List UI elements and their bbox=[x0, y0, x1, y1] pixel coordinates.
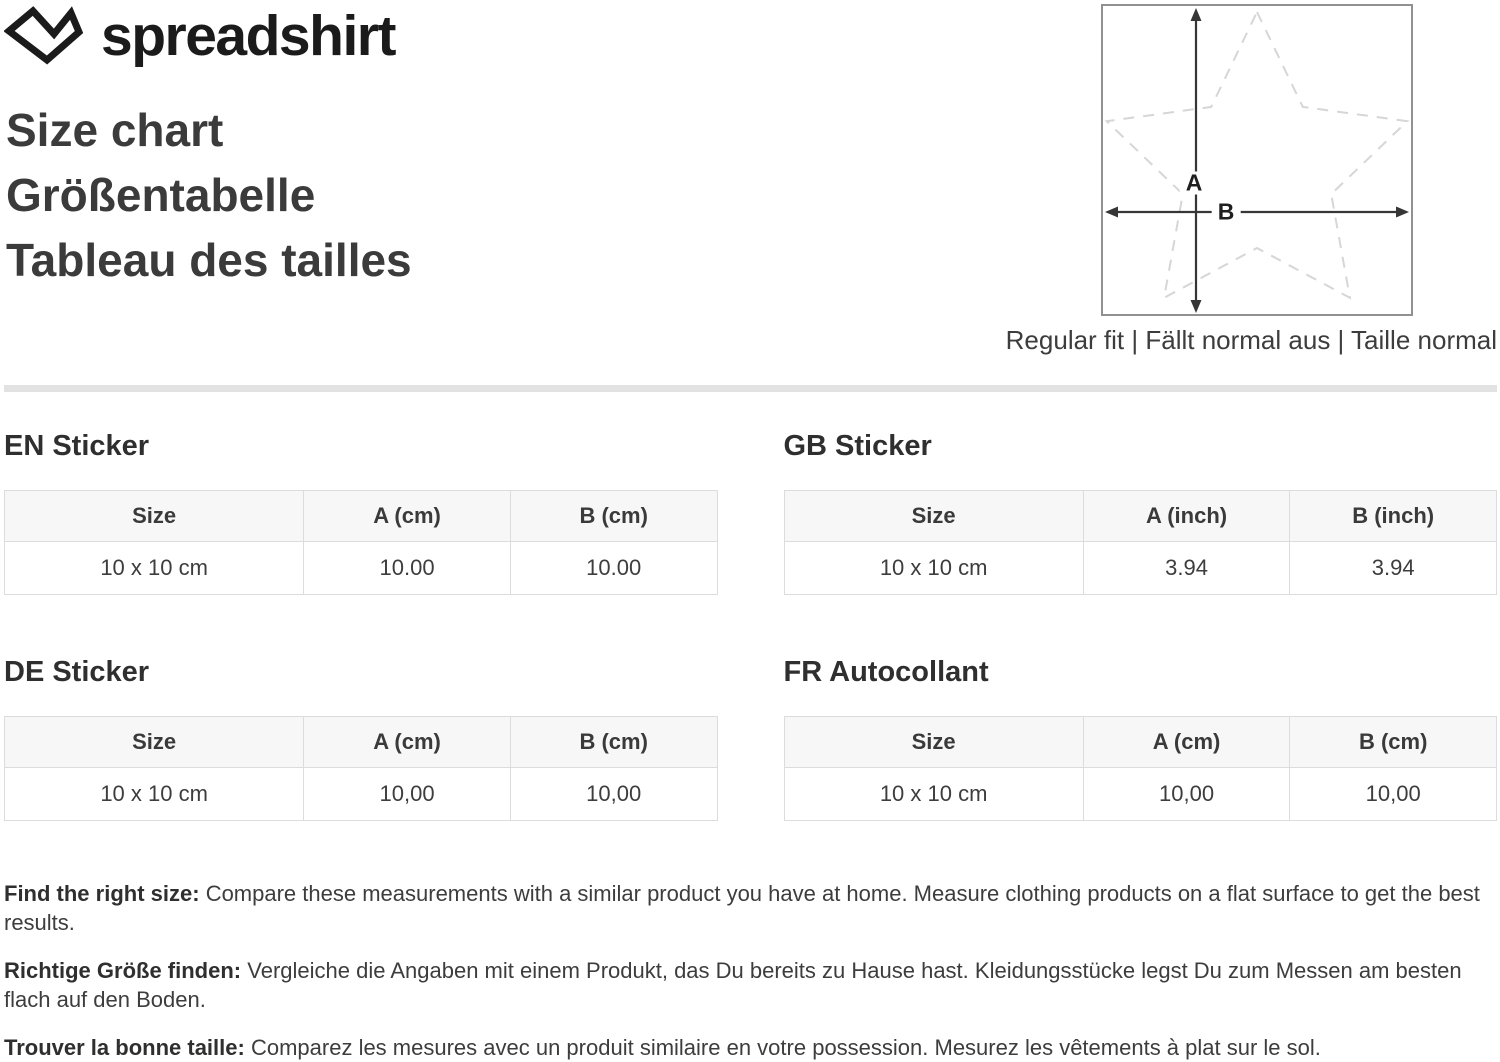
heart-icon bbox=[4, 5, 84, 67]
page-title bbox=[6, 98, 412, 293]
section-heading-gb: GB Sticker bbox=[783, 430, 932, 462]
cell-size: 10 x 10 cm bbox=[5, 768, 304, 821]
col-header-b: B (cm) bbox=[1290, 717, 1497, 768]
note-en-label: Find the right size: bbox=[4, 881, 200, 906]
table-row bbox=[5, 542, 718, 595]
dimension-label-b: B bbox=[1212, 201, 1241, 224]
note-de bbox=[4, 956, 1497, 1014]
star-outline bbox=[1107, 12, 1408, 298]
col-header-a: A (cm) bbox=[304, 717, 511, 768]
cell-a: 10.00 bbox=[304, 542, 511, 595]
col-header-size: Size bbox=[784, 491, 1083, 542]
dimension-arrow-b bbox=[1105, 207, 1409, 218]
size-table-gb bbox=[784, 490, 1498, 595]
col-header-b: B (cm) bbox=[510, 717, 717, 768]
brand-wordmark: spreadshirt bbox=[101, 3, 395, 68]
brand-logo bbox=[4, 5, 412, 67]
diagram-box bbox=[1101, 4, 1413, 316]
col-header-size: Size bbox=[784, 717, 1083, 768]
section-divider bbox=[4, 385, 1497, 392]
note-en bbox=[4, 879, 1497, 937]
section-heading-de: DE Sticker bbox=[4, 656, 150, 688]
cell-a: 10,00 bbox=[1083, 768, 1290, 821]
cell-a: 3.94 bbox=[1083, 542, 1290, 595]
note-de-text: Vergleiche die Angaben mit einem Produkt, das Du bereits zu Hause hast. Kleidungsstücke legst Du zum Messen am besten flach auf den Boden. bbox=[4, 958, 1462, 1012]
note-fr-text: Comparez les mesures avec un produit similaire en votre possession. Mesurez les vêtements à plat sur le sol. bbox=[250, 1035, 1321, 1060]
col-header-size: Size bbox=[5, 717, 304, 768]
size-table-de bbox=[4, 716, 718, 821]
measurement-diagram bbox=[1006, 4, 1497, 356]
col-header-a: A (inch) bbox=[1083, 491, 1290, 542]
measurement-notes bbox=[4, 879, 1497, 1062]
size-section-de bbox=[4, 655, 718, 821]
size-section-en bbox=[4, 429, 718, 595]
note-en-text: Compare these measurements with a similar product you have at home. Measure clothing products on a flat surface to get the best results. bbox=[4, 881, 1480, 935]
table-row bbox=[784, 768, 1497, 821]
col-header-b: B (inch) bbox=[1290, 491, 1497, 542]
cell-b: 10,00 bbox=[510, 768, 717, 821]
col-header-a: A (cm) bbox=[304, 491, 511, 542]
cell-size: 10 x 10 cm bbox=[784, 542, 1083, 595]
cell-size: 10 x 10 cm bbox=[784, 768, 1083, 821]
dimension-arrow-a bbox=[1191, 8, 1202, 313]
size-table-fr bbox=[784, 716, 1498, 821]
cell-b: 10,00 bbox=[1290, 768, 1497, 821]
table-header-row bbox=[5, 491, 718, 542]
title-en: Size chart bbox=[6, 104, 224, 156]
fit-caption: Regular fit | Fällt normal aus | Taille normal bbox=[1005, 325, 1497, 355]
title-fr: Tableau des tailles bbox=[6, 234, 412, 286]
table-header-row bbox=[784, 717, 1497, 768]
col-header-b: B (cm) bbox=[510, 491, 717, 542]
table-header-row bbox=[5, 717, 718, 768]
dimension-label-a: A bbox=[1180, 172, 1209, 195]
brand-and-titles bbox=[4, 3, 412, 293]
table-row bbox=[5, 768, 718, 821]
size-section-fr bbox=[784, 655, 1498, 821]
title-de: Größentabelle bbox=[6, 169, 316, 221]
cell-b: 10.00 bbox=[510, 542, 717, 595]
note-de-label: Richtige Größe finden: bbox=[4, 958, 242, 983]
cell-size: 10 x 10 cm bbox=[5, 542, 304, 595]
page-header bbox=[4, 3, 1497, 356]
cell-b: 3.94 bbox=[1290, 542, 1497, 595]
col-header-a: A (cm) bbox=[1083, 717, 1290, 768]
cell-a: 10,00 bbox=[304, 768, 511, 821]
size-table-en bbox=[4, 490, 718, 595]
size-section-gb bbox=[784, 429, 1498, 595]
table-row bbox=[784, 542, 1497, 595]
table-header-row bbox=[784, 491, 1497, 542]
star-diagram-graphic bbox=[1103, 6, 1411, 314]
note-fr bbox=[4, 1033, 1497, 1062]
note-fr-label: Trouver la bonne taille: bbox=[4, 1035, 245, 1060]
section-heading-fr: FR Autocollant bbox=[783, 656, 989, 688]
section-heading-en: EN Sticker bbox=[4, 430, 150, 462]
col-header-size: Size bbox=[5, 491, 304, 542]
size-tables-grid bbox=[4, 429, 1497, 821]
